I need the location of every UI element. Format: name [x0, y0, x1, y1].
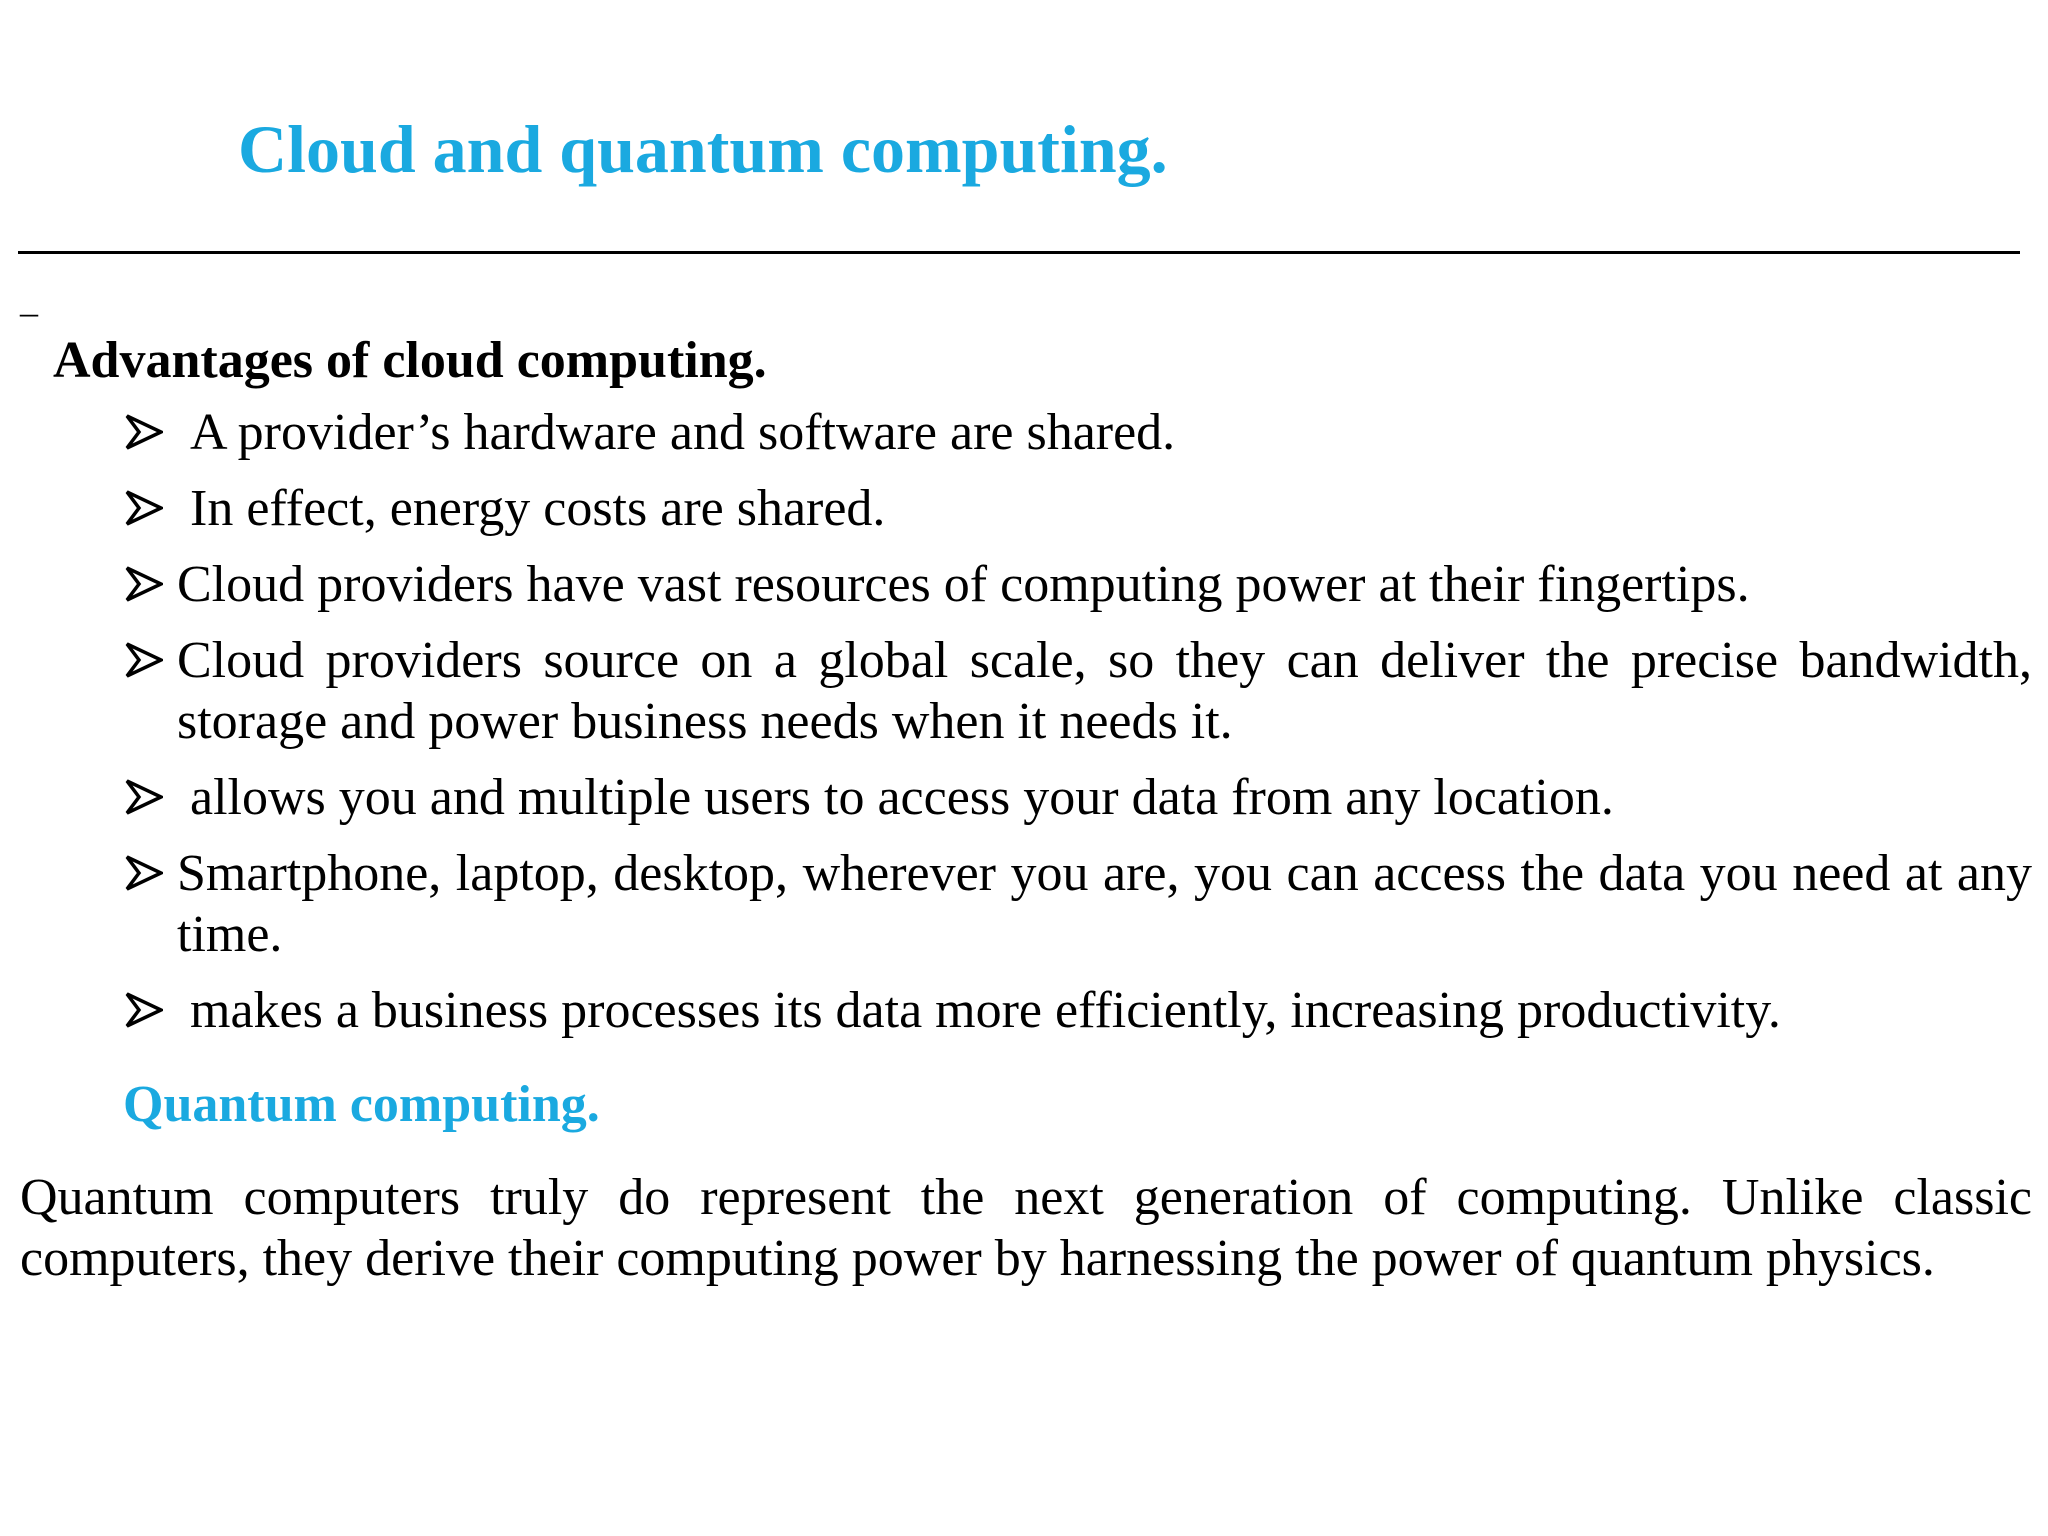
list-item — [125, 630, 2032, 752]
list-item-text: Cloud providers source on a global scale, so they can deliver the precise bandwidth, storage and power business needs when it needs it. — [177, 632, 2032, 750]
arrowhead-bullet-icon — [125, 490, 163, 526]
list-item — [125, 402, 2032, 463]
advantages-heading: Advantages of cloud computing. — [53, 332, 767, 389]
arrowhead-bullet-icon — [125, 779, 163, 815]
arrowhead-bullet-icon — [125, 414, 163, 450]
list-item-text: allows you and multiple users to access your data from any location. — [190, 769, 1614, 826]
underscore-mark: _ — [20, 280, 38, 320]
list-item — [125, 478, 2032, 539]
slide-title: Cloud and quantum computing. — [238, 111, 1168, 187]
quantum-paragraph: Quantum computers truly do represent the next generation of computing. Unlike classic computers, they derive their computing power by harnessing the power of quantum physics. — [20, 1169, 2032, 1287]
advantages-list — [125, 402, 2032, 1041]
list-item-text: A provider’s hardware and software are shared. — [190, 404, 1176, 461]
arrowhead-bullet-icon — [125, 642, 163, 678]
title-divider — [18, 251, 2020, 254]
list-item — [125, 767, 2032, 828]
list-item-text: Cloud providers have vast resources of computing power at their fingertips. — [177, 556, 1750, 613]
arrowhead-bullet-icon — [125, 566, 163, 602]
list-item-text: Smartphone, laptop, desktop, wherever you are, you can access the data you need at any time. — [177, 845, 2032, 963]
list-item — [125, 980, 2032, 1041]
list-item — [125, 843, 2032, 965]
quantum-heading: Quantum computing. — [123, 1076, 600, 1133]
list-item — [125, 554, 2032, 615]
arrowhead-bullet-icon — [125, 992, 163, 1028]
list-item-text: In effect, energy costs are shared. — [190, 480, 886, 537]
arrowhead-bullet-icon — [125, 855, 163, 891]
list-item-text: makes a business processes its data more efficiently, increasing productivity. — [190, 982, 1781, 1039]
